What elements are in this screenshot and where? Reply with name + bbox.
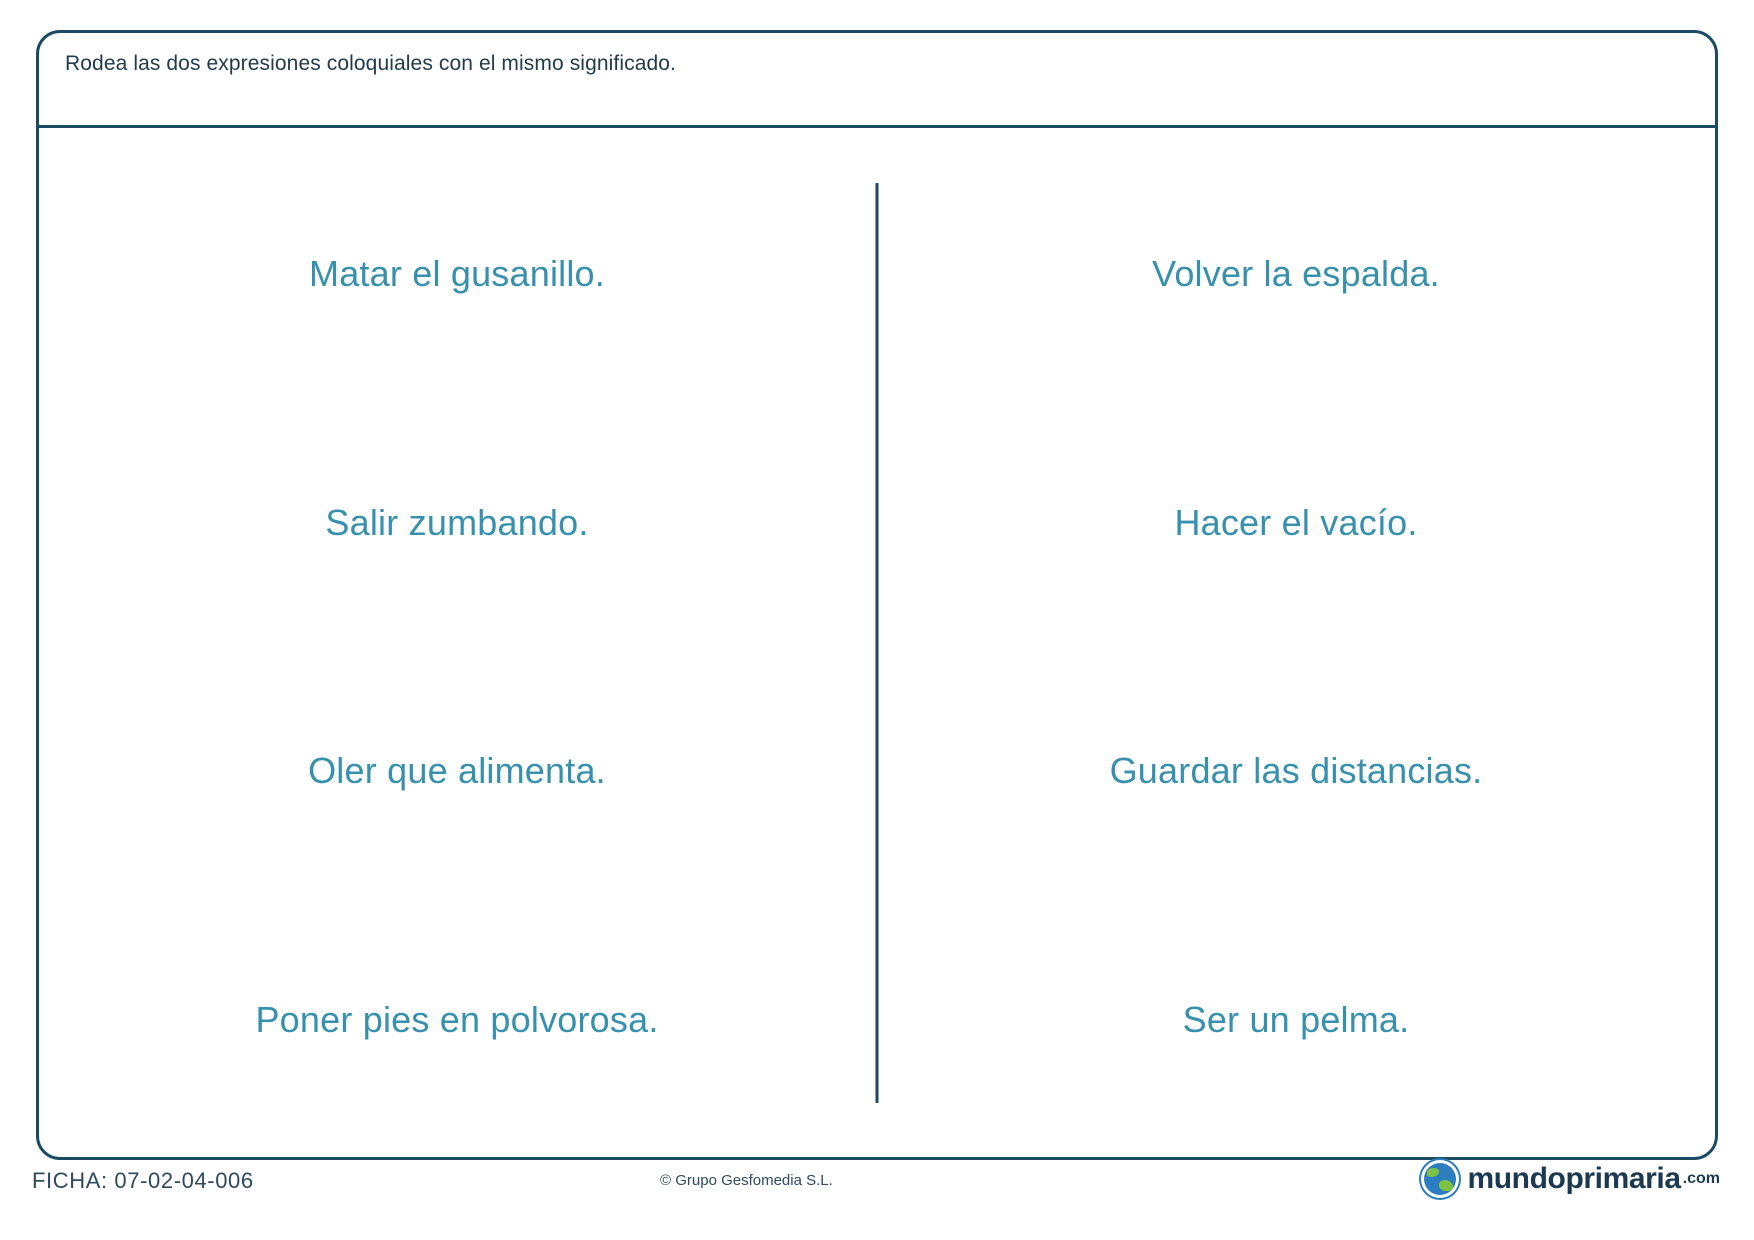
instruction-text: Rodea las dos expresiones coloquiales con el mismo significado. [65,52,676,75]
page-footer [0,1162,1754,1240]
left-column [39,128,877,1160]
list-item[interactable] [877,647,1715,896]
expression-label: Ser un pelma. [1182,998,1410,1040]
list-item[interactable] [877,399,1715,648]
expression-label: Hacer el vacío. [1174,501,1418,543]
expression-label: Oler que alimenta. [308,750,606,792]
right-column [877,128,1715,1160]
list-item[interactable] [877,896,1715,1145]
list-item[interactable] [39,399,875,648]
expression-columns [39,128,1715,1160]
ficha-code: FICHA: 07-02-04-006 [32,1168,254,1193]
brand-logo[interactable] [1421,1160,1720,1198]
list-item[interactable] [39,150,875,399]
worksheet-sheet [36,30,1718,1160]
expression-label: Volver la espalda. [1152,253,1440,295]
instruction-bar [39,33,1715,128]
brand-tld: .com [1682,1170,1720,1187]
list-item[interactable] [39,647,875,896]
expression-label: Salir zumbando. [325,501,589,543]
expression-label: Poner pies en polvorosa. [255,998,659,1040]
globe-icon [1421,1160,1459,1198]
copyright-text: © Grupo Gesfomedia S.L. [660,1172,833,1189]
list-item[interactable] [877,150,1715,399]
expression-label: Matar el gusanillo. [309,253,605,295]
expression-label: Guardar las distancias. [1109,750,1483,792]
brand-name: mundoprimaria [1467,1162,1681,1195]
list-item[interactable] [39,896,875,1145]
